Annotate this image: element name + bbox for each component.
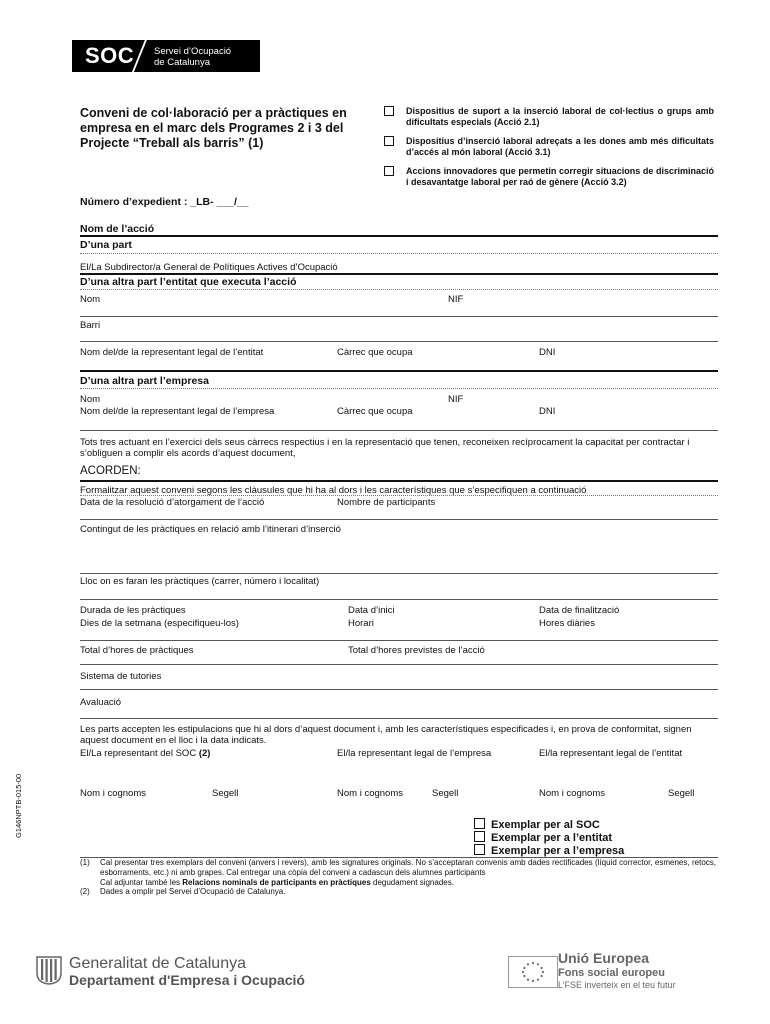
empresa-nom-cognoms: Nom i cognoms [337,788,403,799]
note-1-text: Cal presentar tres exemplars del conveni (anvers i revers), amb les signatures originals. No s’acceptaran convenis amb dades rectificades (líquid corrector, esmenes, retocs, esborraments, etc.) ni amb grapes. Cal entregar una còpia del conveni a cadascun dels alumnes participants [100,858,716,877]
divider [80,599,718,600]
empresa-carrec-label: Càrrec que ocupa [337,406,413,417]
exemplar-label: Exemplar per a l’entitat [491,832,613,844]
contingut-label: Contingut de les pràctiques en relació amb l’itinerari d’inserció [80,524,341,535]
rep-soc-label: El/La representant del SOC [80,748,197,759]
checkbox-accio-3-2[interactable] [384,166,394,176]
option-label: Dispositius d’inserció laboral adreçats a les dones amb més dificultats d’accés al món laboral (Acció 3.1) [406,136,714,157]
checkbox-accio-3-1[interactable] [384,136,394,146]
una-part-heading: D’una part [80,239,132,251]
entitat-nom-label: Nom [80,294,101,305]
expedient-number: Número d’expedient : _LB- ___/__ [80,196,249,208]
subdirector-label: El/La Subdirector/a General de Polítiques Actives d’Ocupació [80,262,338,273]
lloc-label: Lloc on es faran les pràctiques (carrer, número i localitat) [80,576,320,587]
note-1-extra: Cal adjuntar també les Relacions nominals de participants en pràctiques degudament signades. [100,877,454,887]
eu-flag-icon [508,956,558,988]
checkbox-exemplar-empresa[interactable] [474,844,485,855]
rep-soc-note: (2) [198,748,211,759]
data-inici-label: Data d’inici [348,605,395,616]
note-2-text: Dades a omplir pel Servei d’Ocupació de Catalunya. [100,887,286,897]
dies-label: Dies de la setmana (especifiqueu-los) [80,618,239,629]
hores-diaries-label: Hores diàries [539,618,595,629]
empresa-nif-label: NIF [448,394,464,405]
signatura-empresa-label: El/la representant legal de l’empresa [337,748,492,759]
soc-logo [72,40,260,72]
acorden-label: ACORDEN: [80,465,141,477]
soc-logo-name [154,46,231,68]
divider [80,573,718,574]
exemplar-label: Exemplar per al SOC [491,819,600,831]
divider [80,341,718,342]
durada-label: Durada de les pràctiques [80,605,186,616]
data-final-label: Data de finalització [539,605,620,616]
formalitzar-text: Formalitzar aquest conveni segons les clàusules que hi ha al dors i les característiques que s’especifiquen a continuació [80,485,587,496]
horari-label: Horari [348,618,374,629]
barri-label: Barri [80,320,101,331]
divider [80,519,718,520]
data-resolucio-label: Data de la resolució d’atorgament de l’acció [80,497,265,508]
exemplar-label: Exemplar per a l’empresa [491,845,625,857]
divider [80,718,718,719]
empresa-segell: Segell [432,788,459,799]
divider [80,289,718,290]
soc-nom-cognoms: Nom i cognoms [80,788,146,799]
exemplar-soc[interactable] [474,818,600,832]
divider [80,640,718,641]
note-1-number: (1) [80,858,90,867]
empresa-dni-label: DNI [539,406,556,417]
entitat-representant-label: Nom del/de la representant legal de l’entitat [80,347,264,358]
option-accio-3-1[interactable] [384,136,714,157]
checkbox-exemplar-soc[interactable] [474,818,485,829]
checkbox-exemplar-entitat[interactable] [474,831,485,842]
empresa-nom-label: Nom [80,394,101,405]
form-title: Conveni de col·laboració per a pràctiques en empresa en el marc dels Programes 2 i 3 del Projecte “Treball als barris” (1) [80,106,347,150]
eu-fund: Fons social europeu [558,967,665,979]
department-name: Departament d'Empresa i Ocupació [69,972,305,988]
divider [80,253,718,254]
divider [80,664,718,665]
tutories-label: Sistema de tutories [80,671,162,682]
divider [80,235,718,237]
total-hores-label: Total d’hores de pràctiques [80,645,194,656]
note-2-number: (2) [80,887,90,897]
divider [80,370,718,372]
divider [80,480,718,482]
divider [80,273,718,275]
entitat-nif-label: NIF [448,294,464,305]
nom-accio-label: Nom de l’acció [80,223,155,235]
empresa-heading: D’una altra part l’empresa [80,375,209,387]
soc-logo-line2: de Catalunya [154,57,210,68]
soc-logo-line1: Servei d’Ocupació [154,46,232,57]
tots-tres-text: Tots tres actuant en l’exercici dels seus càrrecs respectius i en la representació que tenen, reconeixen recíprocament la capacitat per contractar i s’obliguen a complir els acords d’aquest document, [80,437,690,459]
entitat-segell: Segell [668,788,695,799]
soc-segell: Segell [212,788,239,799]
option-accio-2-1[interactable] [384,106,714,127]
eu-slogan: L’FSE inverteix en el teu futur [558,980,676,990]
avaluacio-label: Avaluació [80,697,122,708]
signatura-entitat-label: El/la representant legal de l’entitat [539,748,683,759]
option-label: Dispositius de suport a la inserció laboral de col·lectius o grups amb dificultats especials (Acció 2.1) [406,106,714,127]
entitat-nom-cognoms: Nom i cognoms [539,788,605,799]
eu-title: Unió Europea [558,950,650,966]
divider [80,689,718,690]
divider [80,388,718,389]
nombre-participants-label: Nombre de participants [337,497,436,508]
divider [80,430,718,431]
generalitat-name: Generalitat de Catalunya [69,955,246,972]
total-previstes-label: Total d’hores previstes de l’acció [348,645,485,656]
entitat-carrec-label: Càrrec que ocupa [337,347,413,358]
entitat-heading: D’una altra part l’entitat que executa l’acció [80,276,297,288]
checkbox-accio-2-1[interactable] [384,106,394,116]
soc-logo-brand: SOC [85,43,135,68]
empresa-representant-label: Nom del/de la representant legal de l’empresa [80,406,275,417]
generalitat-emblem-icon [35,955,63,985]
accepten-text: Les parts accepten les estipulacions que hi al dors d’aquest document i, amb les característiques especificades i, en prova de conformitat, signen aquest document en el lloc i la data indicats. [80,724,692,746]
footnotes [80,856,716,897]
divider [80,316,718,317]
option-accio-3-2[interactable] [384,166,714,187]
option-label: Accions innovadores que permetin corregir situacions de discriminació i desavantatge laboral per raó de gènere (Acció 3.2) [406,166,714,187]
divider [80,495,718,496]
signatura-soc-label [80,748,210,759]
exemplar-entitat[interactable] [474,831,612,845]
entitat-dni-label: DNI [539,347,556,358]
form-code: G146NPTB-015-00 [14,773,23,838]
